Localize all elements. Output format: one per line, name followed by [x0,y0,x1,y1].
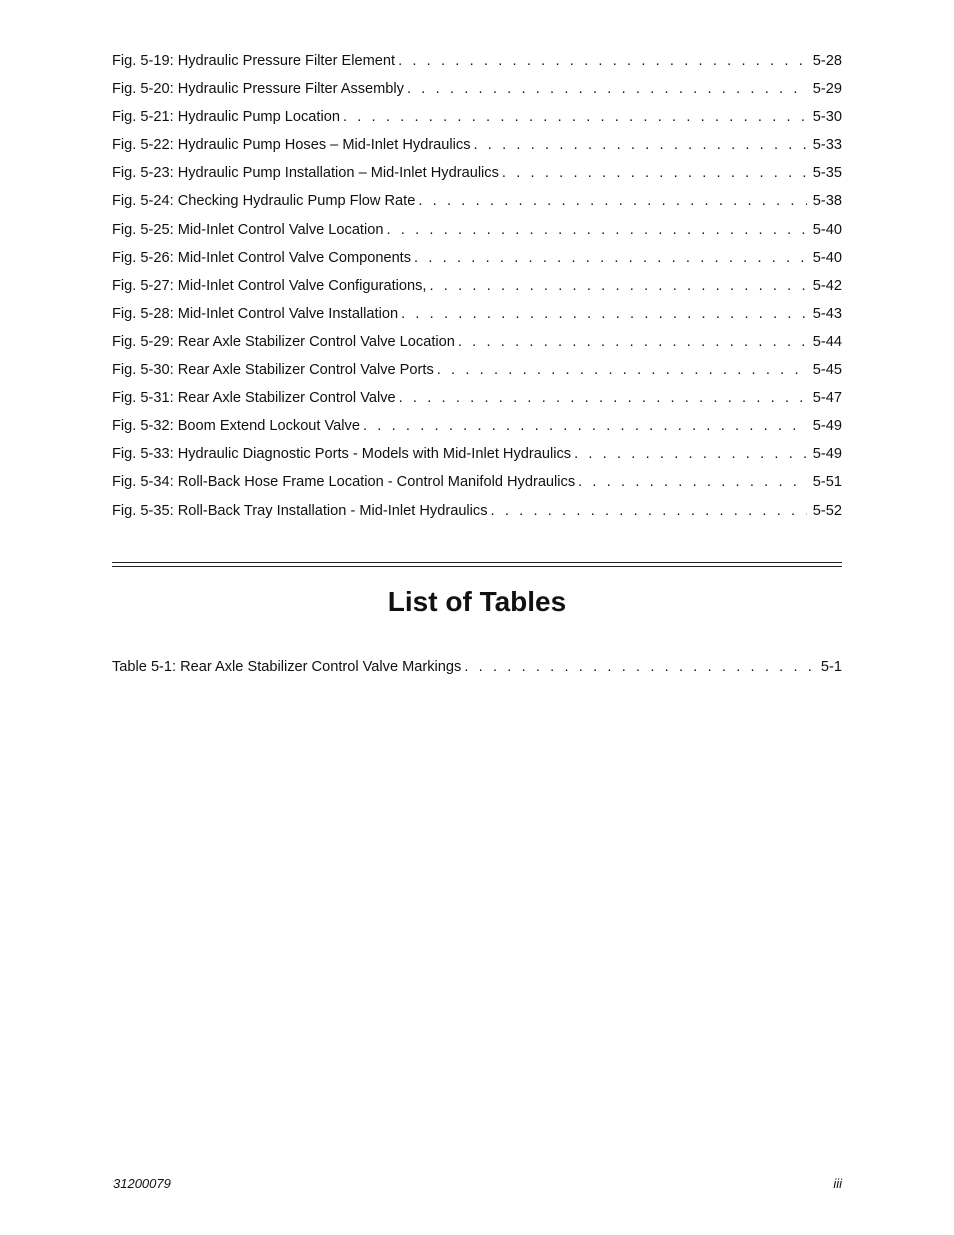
figure-label: Fig. 5-27: Mid-Inlet Control Valve Configurations, [112,277,427,294]
figure-label: Fig. 5-31: Rear Axle Stabilizer Control Valve [112,390,396,407]
figure-page: 5-35 [812,165,842,182]
figure-label: Fig. 5-33: Hydraulic Diagnostic Ports - Models with Mid-Inlet Hydraulics [112,446,572,463]
figure-page: 5-47 [812,390,842,407]
table-page: 5-1 [820,659,842,675]
table-label: Table 5-1: Rear Axle Stabilizer Control Valve Markings [112,659,462,675]
dot-leader [491,497,807,525]
dot-leader [414,244,807,272]
figure-page: 5-44 [812,333,842,350]
page-number: iii [833,1176,842,1191]
figure-page: 5-38 [812,193,842,210]
figure-label: Fig. 5-21: Hydraulic Pump Location [112,109,340,126]
figure-page: 5-43 [812,305,842,322]
section-title: List of Tables [387,586,567,617]
figure-label: Fig. 5-23: Hydraulic Pump Installation – Mid-Inlet Hydraulics [112,165,499,182]
figure-page: 5-51 [812,474,842,491]
dot-leader [407,75,807,103]
figure-page: 5-33 [812,137,842,154]
dot-leader [399,384,807,412]
figure-page: 5-42 [812,277,842,294]
figure-entry[interactable] [112,497,842,525]
dot-leader [437,356,807,384]
dot-leader [474,131,807,159]
dot-leader [398,47,807,75]
list-of-tables [112,653,842,681]
figure-page: 5-40 [812,249,842,266]
figure-page: 5-49 [812,418,842,435]
figure-entry[interactable] [112,187,842,215]
figure-label: Fig. 5-25: Mid-Inlet Control Valve Location [112,221,384,238]
figure-label: Fig. 5-19: Hydraulic Pressure Filter Element [112,53,396,69]
section-divider-bottom [112,566,842,567]
figure-entry[interactable] [112,328,842,356]
figure-label: Fig. 5-26: Mid-Inlet Control Valve Components [112,249,412,266]
dot-leader [578,468,807,496]
figure-label: Fig. 5-29: Rear Axle Stabilizer Control Valve Location [112,333,455,350]
dot-leader [343,103,807,131]
dot-leader [363,412,807,440]
document-number: 31200079 [113,1176,171,1191]
figure-page: 5-30 [812,109,842,126]
figure-label: Fig. 5-22: Hydraulic Pump Hoses – Mid-Inlet Hydraulics [112,137,471,154]
figure-page: 5-29 [812,81,842,98]
figure-entry[interactable] [112,47,842,75]
figure-entry[interactable] [112,384,842,412]
dot-leader [464,653,821,681]
dot-leader [502,159,807,187]
list-of-figures [112,47,842,525]
figure-label: Fig. 5-32: Boom Extend Lockout Valve [112,418,360,435]
figure-page: 5-28 [812,53,842,69]
figure-page: 5-52 [812,502,842,519]
figure-entry[interactable] [112,272,842,300]
figure-entry[interactable] [112,300,842,328]
table-entry[interactable] [112,653,842,681]
dot-leader [386,216,806,244]
figure-entry[interactable] [112,216,842,244]
figure-page: 5-45 [812,362,842,379]
figure-label: Fig. 5-28: Mid-Inlet Control Valve Installation [112,305,399,322]
figure-entry[interactable] [112,244,842,272]
figure-label: Fig. 5-34: Roll-Back Hose Frame Location - Control Manifold Hydraulics [112,474,576,491]
figure-entry[interactable] [112,440,842,468]
dot-leader [401,300,807,328]
dot-leader [574,440,807,468]
figure-entry[interactable] [112,159,842,187]
figure-label: Fig. 5-24: Checking Hydraulic Pump Flow Rate [112,193,416,210]
figure-entry[interactable] [112,412,842,440]
figure-entry[interactable] [112,103,842,131]
figure-page: 5-40 [812,221,842,238]
figure-page: 5-49 [812,446,842,463]
dot-leader [418,187,806,215]
dot-leader [429,272,806,300]
figure-entry[interactable] [112,468,842,496]
section-divider-top [112,562,842,563]
figure-entry[interactable] [112,75,842,103]
figure-label: Fig. 5-30: Rear Axle Stabilizer Control Valve Ports [112,362,434,379]
dot-leader [458,328,807,356]
figure-label: Fig. 5-20: Hydraulic Pressure Filter Assembly [112,81,404,98]
figure-label: Fig. 5-35: Roll-Back Tray Installation - Mid-Inlet Hydraulics [112,502,488,519]
figure-entry[interactable] [112,356,842,384]
figure-entry[interactable] [112,131,842,159]
